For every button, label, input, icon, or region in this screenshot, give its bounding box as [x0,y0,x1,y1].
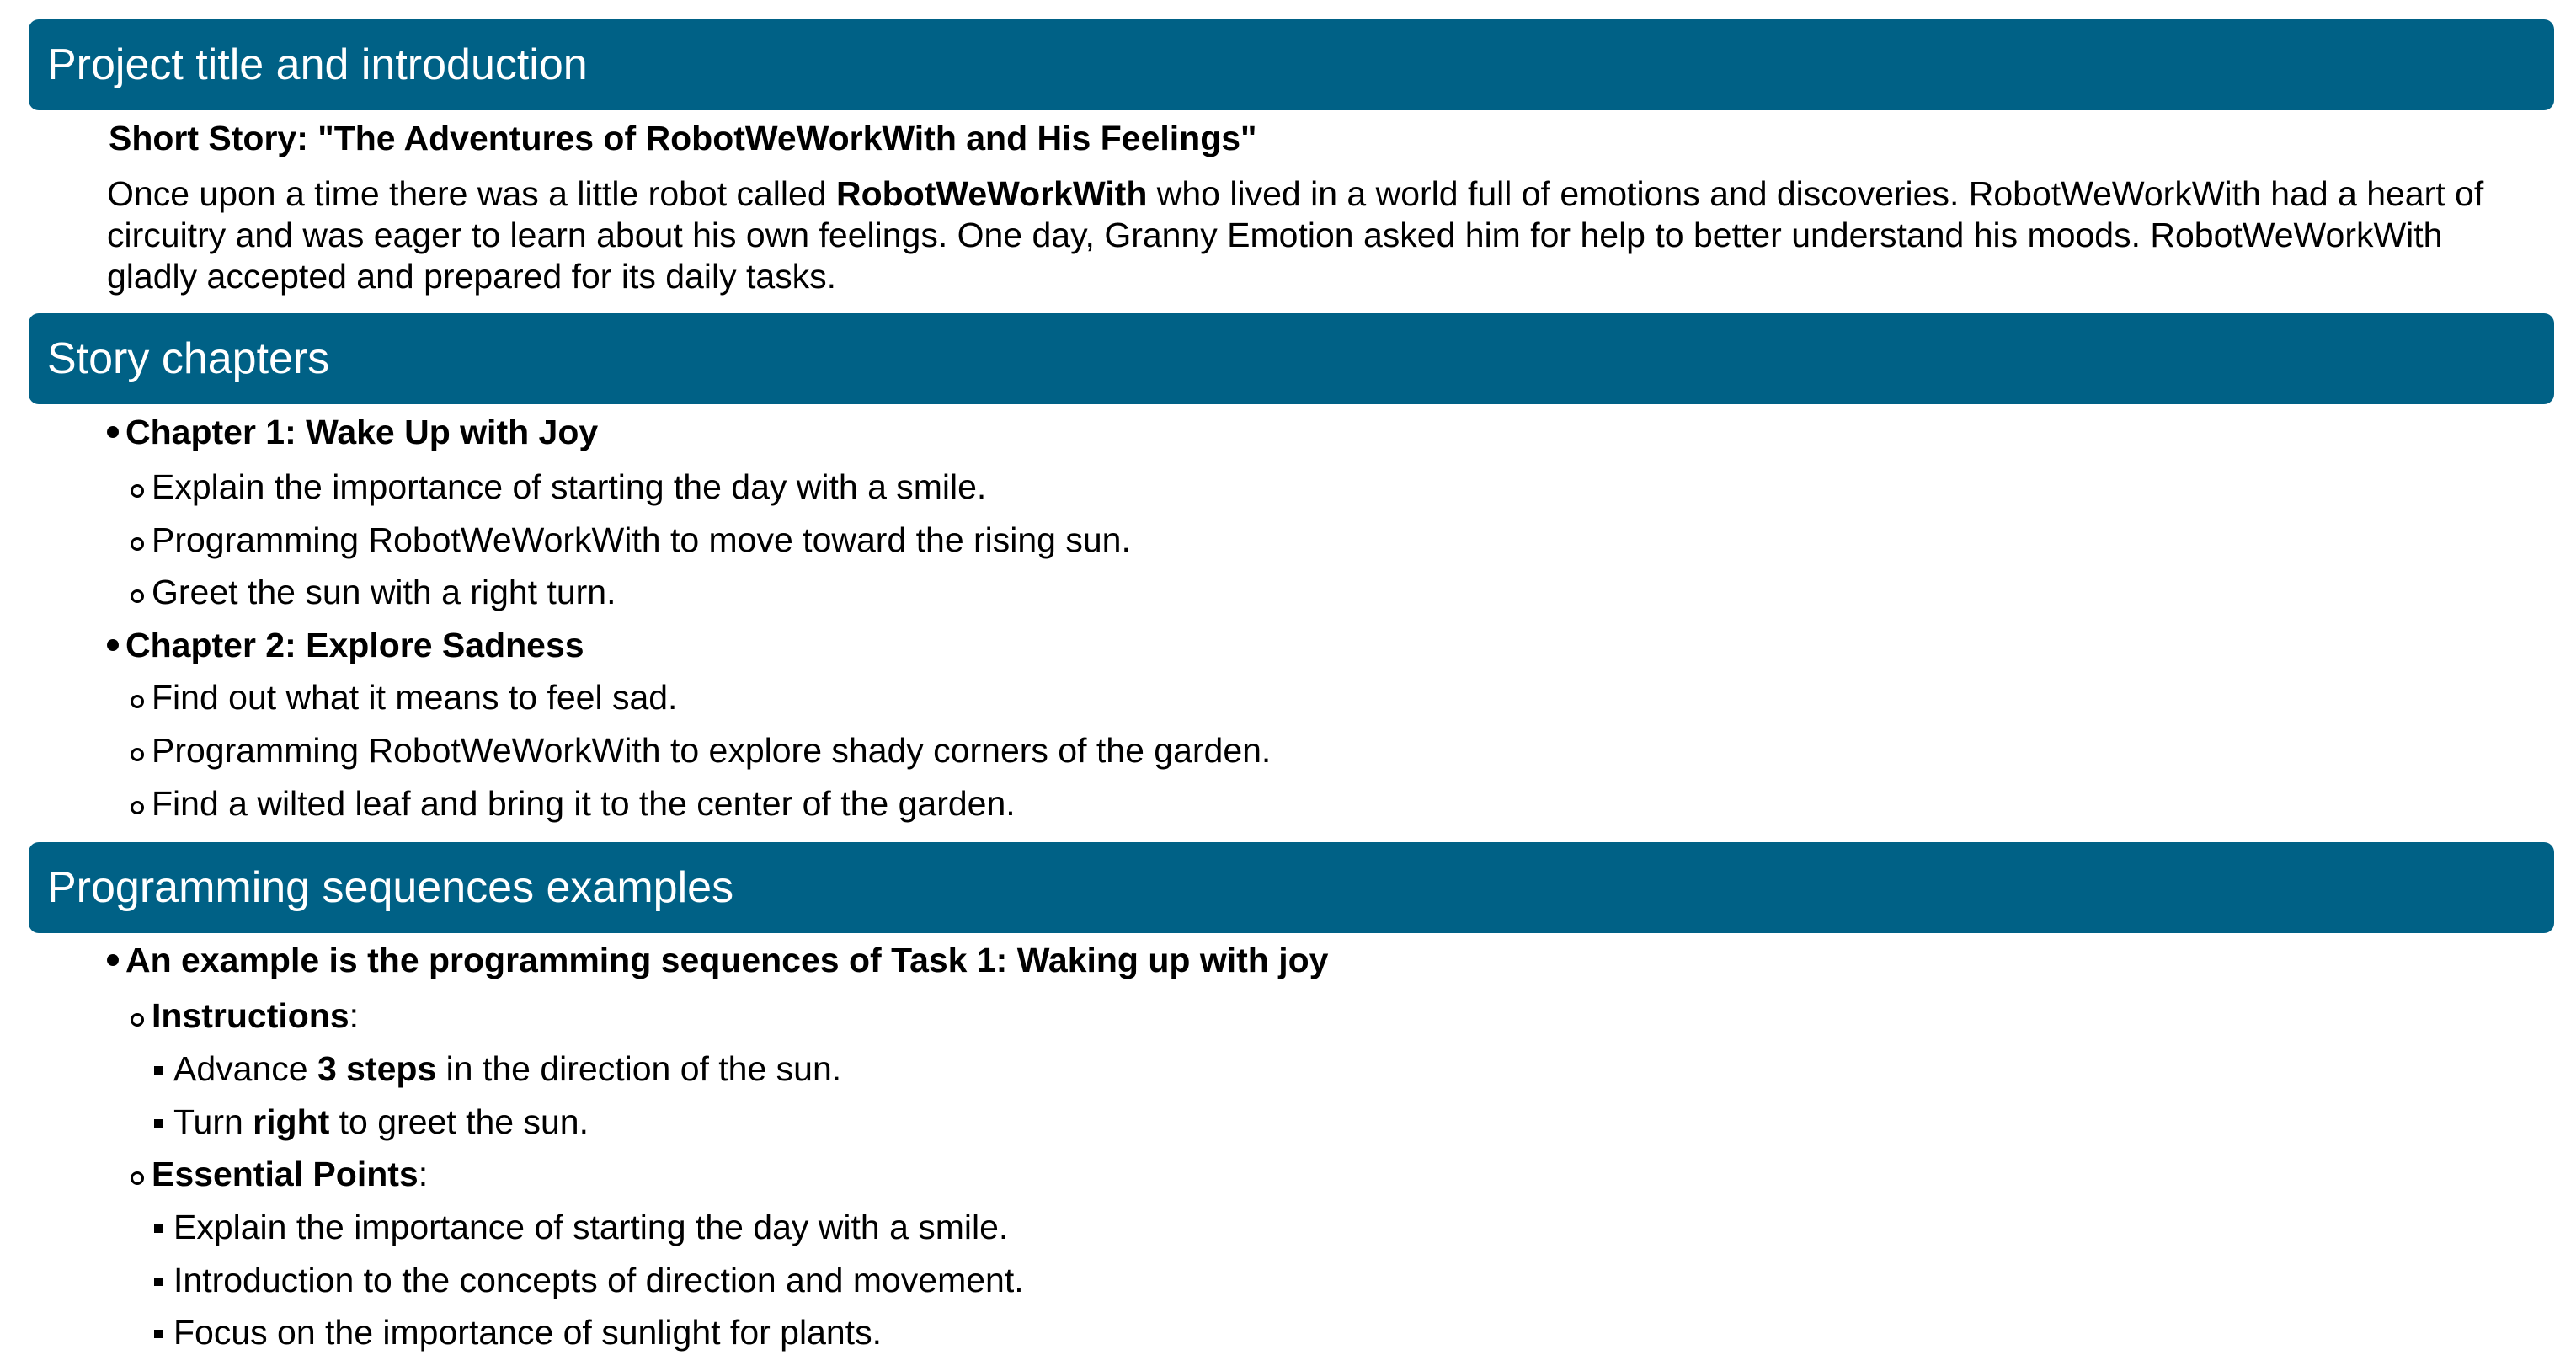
bullet-circle-icon [131,695,144,708]
intro-paragraph-robot-name: RobotWeWorkWith [836,174,1148,213]
section-header-chapters: Story chapters [29,313,2554,404]
bullet-dot-icon [107,954,119,966]
bullet-circle-icon [131,748,144,761]
chapter-1-point-text: Greet the sun with a right turn. [152,573,616,611]
chapter-1-title [107,411,598,453]
example-title [107,939,1328,981]
story-title: Short Story: "The Adventures of RobotWeWorkWith and His Feelings" [109,119,1257,157]
chapter-2-point [131,729,1271,771]
chapter-2-point-text: Find out what it means to feel sad. [152,678,678,717]
bullet-circle-icon [131,1013,144,1027]
instruction-step-pre: Turn [173,1102,253,1141]
intro-paragraph [107,173,2532,297]
instruction-step [154,1101,589,1143]
essential-point-text: Explain the importance of starting the day with a smile. [173,1208,1009,1246]
chapter-2-point-text: Programming RobotWeWorkWith to explore shady corners of the garden. [152,731,1272,770]
bullet-square-icon [154,1119,163,1128]
bullet-dot-icon [107,639,119,651]
instruction-step-bold: 3 steps [317,1049,437,1088]
bullet-circle-icon [131,801,144,814]
instructions-heading [131,995,359,1037]
chapter-1-point [131,519,1131,561]
instruction-step-bold: right [253,1102,330,1141]
bullet-circle-icon [131,484,144,498]
essential-point-text: Focus on the importance of sunlight for plants. [173,1313,882,1352]
bullet-square-icon [154,1330,163,1338]
essentials-label: Essential Points [152,1155,419,1193]
instruction-step-pre: Advance [173,1049,317,1088]
essential-point [154,1311,882,1353]
intro-paragraph-part1: Once upon a time there was a little robot called [107,174,837,213]
chapter-1-point [131,466,986,508]
section-header-intro: Project title and introduction [29,19,2554,110]
essentials-heading [131,1153,428,1195]
chapter-2-title [107,624,584,666]
bullet-circle-icon [131,537,144,551]
instruction-step [154,1048,841,1090]
essential-point [154,1206,1008,1248]
bullet-square-icon [154,1224,163,1233]
bullet-circle-icon [131,1171,144,1185]
instruction-step-post: in the direction of the sun. [436,1049,842,1088]
chapter-2-point-text: Find a wilted leaf and bring it to the center of the garden. [152,784,1016,823]
section-header-programming: Programming sequences examples [29,842,2554,933]
chapter-1-point [131,571,616,613]
bullet-circle-icon [131,589,144,603]
instructions-label: Instructions [152,996,349,1035]
chapter-2-title-text: Chapter 2: Explore Sadness [125,626,584,664]
chapter-1-title-text: Chapter 1: Wake Up with Joy [125,413,599,451]
instructions-colon: : [349,996,360,1035]
essential-point-text: Introduction to the concepts of direction and movement. [173,1261,1024,1299]
instruction-step-post: to greet the sun. [329,1102,589,1141]
bullet-square-icon [154,1278,163,1286]
chapter-1-point-text: Programming RobotWeWorkWith to move toward the rising sun. [152,520,1131,559]
chapter-1-point-text: Explain the importance of starting the day with a smile. [152,467,987,506]
chapter-2-point [131,676,677,718]
bullet-dot-icon [107,426,119,438]
essentials-colon: : [418,1155,429,1193]
chapter-2-point [131,782,1016,824]
intro-paragraph-part2: who lived in a world full of emotions and discoveries. RobotWeWorkWith had a heart of circuitry and was eager to learn about his own feelings. One day, Granny Emotion asked him for help to better understand his moods. RobotWeWorkWith gladly accepted and prepared for its daily tasks. [107,174,2484,296]
example-title-text: An example is the programming sequences of Task 1: Waking up with joy [125,941,1329,979]
bullet-square-icon [154,1066,163,1075]
essential-point [154,1259,1024,1301]
